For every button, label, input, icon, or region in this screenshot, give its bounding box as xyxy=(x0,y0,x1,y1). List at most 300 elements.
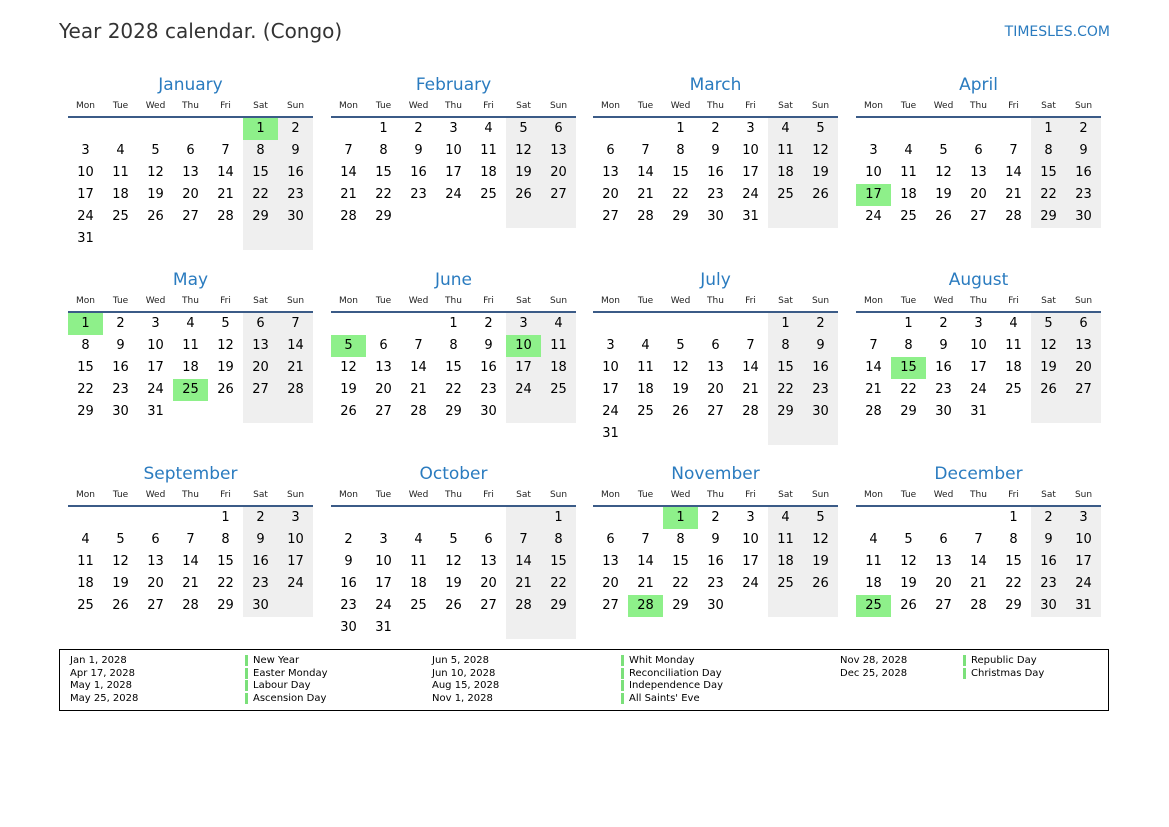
day-cell[interactable]: 12 xyxy=(217,338,234,353)
day-cell[interactable]: 3 xyxy=(746,121,755,136)
day-cell[interactable]: 18 xyxy=(1005,360,1022,375)
day-cell[interactable]: 13 xyxy=(480,554,497,569)
day-cell[interactable]: 7 xyxy=(641,143,650,158)
day-cell[interactable]: 15 xyxy=(1005,554,1022,569)
day-cell[interactable]: 13 xyxy=(602,165,619,180)
day-cell[interactable]: 5 xyxy=(1031,313,1066,335)
day-cell[interactable]: 4 xyxy=(869,532,878,547)
day-cell[interactable]: 29 xyxy=(77,404,94,419)
day-cell[interactable]: 19 xyxy=(445,576,462,591)
day-cell[interactable]: 10 xyxy=(1066,529,1101,551)
day-cell[interactable]: 27 xyxy=(935,598,952,613)
day-cell[interactable]: 14 xyxy=(637,165,654,180)
day-cell[interactable]: 25 xyxy=(173,379,208,401)
day-cell[interactable]: 6 xyxy=(974,143,983,158)
day-cell[interactable]: 7 xyxy=(186,532,195,547)
day-cell[interactable]: 16 xyxy=(340,576,357,591)
day-cell[interactable]: 21 xyxy=(217,187,234,202)
day-cell[interactable]: 1 xyxy=(379,121,388,136)
day-cell[interactable]: 4 xyxy=(904,143,913,158)
day-cell[interactable]: 12 xyxy=(445,554,462,569)
day-cell[interactable]: 15 xyxy=(891,357,926,379)
day-cell[interactable]: 19 xyxy=(112,576,129,591)
day-cell[interactable]: 30 xyxy=(707,209,724,224)
day-cell[interactable]: 25 xyxy=(768,184,803,206)
day-cell[interactable]: 17 xyxy=(602,382,619,397)
day-cell[interactable]: 26 xyxy=(506,184,541,206)
day-cell[interactable]: 21 xyxy=(278,357,313,379)
day-cell[interactable]: 26 xyxy=(803,184,838,206)
day-cell[interactable]: 30 xyxy=(1066,206,1101,228)
day-cell[interactable]: 15 xyxy=(541,551,576,573)
day-cell[interactable]: 25 xyxy=(541,379,576,401)
day-cell[interactable]: 25 xyxy=(1005,382,1022,397)
day-cell[interactable]: 24 xyxy=(506,379,541,401)
day-cell[interactable]: 24 xyxy=(865,209,882,224)
day-cell[interactable]: 3 xyxy=(1066,507,1101,529)
day-cell[interactable]: 5 xyxy=(506,118,541,140)
day-cell[interactable]: 6 xyxy=(243,313,278,335)
site-link[interactable]: TIMESLES.COM xyxy=(1004,24,1110,40)
day-cell[interactable]: 29 xyxy=(217,598,234,613)
day-cell[interactable]: 4 xyxy=(641,338,650,353)
day-cell[interactable]: 27 xyxy=(147,598,164,613)
day-cell[interactable]: 8 xyxy=(676,143,685,158)
day-cell[interactable]: 5 xyxy=(676,338,685,353)
day-cell[interactable]: 9 xyxy=(116,338,125,353)
day-cell[interactable]: 9 xyxy=(711,532,720,547)
day-cell[interactable]: 11 xyxy=(480,143,497,158)
day-cell[interactable]: 12 xyxy=(1031,335,1066,357)
day-cell[interactable]: 23 xyxy=(803,379,838,401)
day-cell[interactable]: 15 xyxy=(375,165,392,180)
day-cell[interactable]: 20 xyxy=(935,576,952,591)
day-cell[interactable]: 21 xyxy=(1005,187,1022,202)
day-cell[interactable]: 16 xyxy=(1066,162,1101,184)
day-cell[interactable]: 2 xyxy=(939,316,948,331)
day-cell[interactable]: 30 xyxy=(480,404,497,419)
day-cell[interactable]: 14 xyxy=(742,360,759,375)
day-cell[interactable]: 13 xyxy=(970,165,987,180)
day-cell[interactable]: 11 xyxy=(768,140,803,162)
day-cell[interactable]: 2 xyxy=(803,313,838,335)
day-cell[interactable]: 8 xyxy=(221,532,230,547)
day-cell[interactable]: 5 xyxy=(803,118,838,140)
day-cell[interactable]: 18 xyxy=(637,382,654,397)
day-cell[interactable]: 22 xyxy=(445,382,462,397)
day-cell[interactable]: 13 xyxy=(1066,335,1101,357)
day-cell[interactable]: 7 xyxy=(869,338,878,353)
day-cell[interactable]: 24 xyxy=(602,404,619,419)
day-cell[interactable]: 1 xyxy=(541,507,576,529)
day-cell[interactable]: 21 xyxy=(637,187,654,202)
day-cell[interactable]: 5 xyxy=(331,335,366,357)
day-cell[interactable]: 14 xyxy=(278,335,313,357)
day-cell[interactable]: 26 xyxy=(340,404,357,419)
day-cell[interactable]: 14 xyxy=(340,165,357,180)
day-cell[interactable]: 15 xyxy=(768,357,803,379)
day-cell[interactable]: 28 xyxy=(217,209,234,224)
day-cell[interactable]: 19 xyxy=(803,551,838,573)
day-cell[interactable]: 5 xyxy=(939,143,948,158)
day-cell[interactable]: 29 xyxy=(445,404,462,419)
day-cell[interactable]: 19 xyxy=(147,187,164,202)
day-cell[interactable]: 13 xyxy=(707,360,724,375)
day-cell[interactable]: 12 xyxy=(112,554,129,569)
day-cell[interactable]: 21 xyxy=(410,382,427,397)
day-cell[interactable]: 29 xyxy=(1031,206,1066,228)
day-cell[interactable]: 11 xyxy=(77,554,94,569)
day-cell[interactable]: 20 xyxy=(480,576,497,591)
day-cell[interactable]: 4 xyxy=(116,143,125,158)
day-cell[interactable]: 30 xyxy=(112,404,129,419)
day-cell[interactable]: 20 xyxy=(970,187,987,202)
day-cell[interactable]: 30 xyxy=(803,401,838,423)
day-cell[interactable]: 31 xyxy=(77,231,94,246)
day-cell[interactable]: 18 xyxy=(182,360,199,375)
day-cell[interactable]: 22 xyxy=(900,382,917,397)
day-cell[interactable]: 17 xyxy=(742,165,759,180)
day-cell[interactable]: 12 xyxy=(672,360,689,375)
day-cell[interactable]: 8 xyxy=(768,335,803,357)
day-cell[interactable]: 30 xyxy=(278,206,313,228)
day-cell[interactable]: 20 xyxy=(243,357,278,379)
day-cell[interactable]: 17 xyxy=(375,576,392,591)
day-cell[interactable]: 11 xyxy=(637,360,654,375)
day-cell[interactable]: 21 xyxy=(865,382,882,397)
day-cell[interactable]: 27 xyxy=(541,184,576,206)
day-cell[interactable]: 20 xyxy=(541,162,576,184)
day-cell[interactable]: 27 xyxy=(602,209,619,224)
day-cell[interactable]: 1 xyxy=(243,118,278,140)
day-cell[interactable]: 18 xyxy=(900,187,917,202)
day-cell[interactable]: 6 xyxy=(484,532,493,547)
day-cell[interactable]: 20 xyxy=(182,187,199,202)
day-cell[interactable]: 5 xyxy=(803,507,838,529)
day-cell[interactable]: 26 xyxy=(112,598,129,613)
day-cell[interactable]: 24 xyxy=(445,187,462,202)
day-cell[interactable]: 11 xyxy=(768,529,803,551)
day-cell[interactable]: 19 xyxy=(340,382,357,397)
day-cell[interactable]: 26 xyxy=(803,573,838,595)
day-cell[interactable]: 5 xyxy=(904,532,913,547)
day-cell[interactable]: 7 xyxy=(746,338,755,353)
day-cell[interactable]: 29 xyxy=(672,598,689,613)
day-cell[interactable]: 10 xyxy=(278,529,313,551)
day-cell[interactable]: 22 xyxy=(768,379,803,401)
day-cell[interactable]: 25 xyxy=(900,209,917,224)
day-cell[interactable]: 19 xyxy=(217,360,234,375)
day-cell[interactable]: 21 xyxy=(340,187,357,202)
day-cell[interactable]: 25 xyxy=(637,404,654,419)
day-cell[interactable]: 8 xyxy=(676,532,685,547)
day-cell[interactable]: 3 xyxy=(449,121,458,136)
day-cell[interactable]: 27 xyxy=(707,404,724,419)
day-cell[interactable]: 1 xyxy=(68,313,103,335)
day-cell[interactable]: 13 xyxy=(182,165,199,180)
day-cell[interactable]: 20 xyxy=(602,576,619,591)
day-cell[interactable]: 26 xyxy=(672,404,689,419)
day-cell[interactable]: 11 xyxy=(112,165,129,180)
day-cell[interactable]: 14 xyxy=(865,360,882,375)
day-cell[interactable]: 12 xyxy=(803,529,838,551)
day-cell[interactable]: 6 xyxy=(379,338,388,353)
day-cell[interactable]: 11 xyxy=(865,554,882,569)
day-cell[interactable]: 4 xyxy=(541,313,576,335)
day-cell[interactable]: 8 xyxy=(1031,140,1066,162)
day-cell[interactable]: 4 xyxy=(768,118,803,140)
day-cell[interactable]: 5 xyxy=(151,143,160,158)
day-cell[interactable]: 21 xyxy=(637,576,654,591)
day-cell[interactable]: 31 xyxy=(1066,595,1101,617)
day-cell[interactable]: 14 xyxy=(506,551,541,573)
day-cell[interactable]: 23 xyxy=(1066,184,1101,206)
day-cell[interactable]: 18 xyxy=(768,551,803,573)
day-cell[interactable]: 21 xyxy=(970,576,987,591)
day-cell[interactable]: 11 xyxy=(182,338,199,353)
day-cell[interactable]: 24 xyxy=(970,382,987,397)
day-cell[interactable]: 2 xyxy=(278,118,313,140)
day-cell[interactable]: 9 xyxy=(243,529,278,551)
day-cell[interactable]: 4 xyxy=(186,316,195,331)
day-cell[interactable]: 9 xyxy=(1031,529,1066,551)
day-cell[interactable]: 28 xyxy=(278,379,313,401)
day-cell[interactable]: 12 xyxy=(147,165,164,180)
day-cell[interactable]: 1 xyxy=(904,316,913,331)
day-cell[interactable]: 24 xyxy=(742,187,759,202)
day-cell[interactable]: 16 xyxy=(243,551,278,573)
day-cell[interactable]: 9 xyxy=(803,335,838,357)
day-cell[interactable]: 3 xyxy=(869,143,878,158)
day-cell[interactable]: 12 xyxy=(340,360,357,375)
day-cell[interactable]: 23 xyxy=(1031,573,1066,595)
day-cell[interactable]: 19 xyxy=(935,187,952,202)
day-cell[interactable]: 30 xyxy=(935,404,952,419)
day-cell[interactable]: 2 xyxy=(711,510,720,525)
day-cell[interactable]: 8 xyxy=(243,140,278,162)
day-cell[interactable]: 13 xyxy=(147,554,164,569)
day-cell[interactable]: 20 xyxy=(707,382,724,397)
day-cell[interactable]: 14 xyxy=(637,554,654,569)
day-cell[interactable]: 9 xyxy=(939,338,948,353)
day-cell[interactable]: 18 xyxy=(480,165,497,180)
day-cell[interactable]: 11 xyxy=(541,335,576,357)
day-cell[interactable]: 15 xyxy=(672,554,689,569)
day-cell[interactable]: 12 xyxy=(935,165,952,180)
day-cell[interactable]: 7 xyxy=(1009,143,1018,158)
day-cell[interactable]: 15 xyxy=(77,360,94,375)
day-cell[interactable]: 1 xyxy=(663,507,698,529)
day-cell[interactable]: 16 xyxy=(1031,551,1066,573)
day-cell[interactable]: 26 xyxy=(1031,379,1066,401)
day-cell[interactable]: 14 xyxy=(217,165,234,180)
day-cell[interactable]: 6 xyxy=(939,532,948,547)
day-cell[interactable]: 30 xyxy=(243,595,278,617)
day-cell[interactable]: 18 xyxy=(865,576,882,591)
day-cell[interactable]: 14 xyxy=(970,554,987,569)
day-cell[interactable]: 6 xyxy=(186,143,195,158)
day-cell[interactable]: 10 xyxy=(445,143,462,158)
day-cell[interactable]: 23 xyxy=(707,187,724,202)
day-cell[interactable]: 30 xyxy=(1031,595,1066,617)
day-cell[interactable]: 16 xyxy=(707,165,724,180)
day-cell[interactable]: 8 xyxy=(1009,532,1018,547)
day-cell[interactable]: 22 xyxy=(77,382,94,397)
day-cell[interactable]: 23 xyxy=(480,382,497,397)
day-cell[interactable]: 29 xyxy=(1005,598,1022,613)
day-cell[interactable]: 10 xyxy=(77,165,94,180)
day-cell[interactable]: 8 xyxy=(81,338,90,353)
day-cell[interactable]: 9 xyxy=(484,338,493,353)
day-cell[interactable]: 23 xyxy=(935,382,952,397)
day-cell[interactable]: 15 xyxy=(672,165,689,180)
day-cell[interactable]: 24 xyxy=(77,209,94,224)
day-cell[interactable]: 29 xyxy=(900,404,917,419)
day-cell[interactable]: 2 xyxy=(414,121,423,136)
day-cell[interactable]: 11 xyxy=(900,165,917,180)
day-cell[interactable]: 10 xyxy=(742,143,759,158)
day-cell[interactable]: 22 xyxy=(672,576,689,591)
day-cell[interactable]: 24 xyxy=(147,382,164,397)
day-cell[interactable]: 31 xyxy=(147,404,164,419)
day-cell[interactable]: 4 xyxy=(484,121,493,136)
day-cell[interactable]: 14 xyxy=(410,360,427,375)
day-cell[interactable]: 25 xyxy=(77,598,94,613)
day-cell[interactable]: 1 xyxy=(676,121,685,136)
day-cell[interactable]: 15 xyxy=(243,162,278,184)
day-cell[interactable]: 23 xyxy=(278,184,313,206)
day-cell[interactable]: 29 xyxy=(672,209,689,224)
day-cell[interactable]: 4 xyxy=(768,507,803,529)
day-cell[interactable]: 27 xyxy=(375,404,392,419)
day-cell[interactable]: 9 xyxy=(278,140,313,162)
day-cell[interactable]: 30 xyxy=(707,598,724,613)
day-cell[interactable]: 27 xyxy=(182,209,199,224)
day-cell[interactable]: 13 xyxy=(243,335,278,357)
day-cell[interactable]: 19 xyxy=(900,576,917,591)
day-cell[interactable]: 20 xyxy=(602,187,619,202)
day-cell[interactable]: 3 xyxy=(746,510,755,525)
day-cell[interactable]: 23 xyxy=(112,382,129,397)
day-cell[interactable]: 13 xyxy=(602,554,619,569)
day-cell[interactable]: 28 xyxy=(628,595,663,617)
day-cell[interactable]: 7 xyxy=(974,532,983,547)
day-cell[interactable]: 12 xyxy=(900,554,917,569)
day-cell[interactable]: 24 xyxy=(375,598,392,613)
day-cell[interactable]: 2 xyxy=(1066,118,1101,140)
day-cell[interactable]: 17 xyxy=(856,184,891,206)
day-cell[interactable]: 4 xyxy=(81,532,90,547)
day-cell[interactable]: 13 xyxy=(541,140,576,162)
day-cell[interactable]: 6 xyxy=(711,338,720,353)
day-cell[interactable]: 21 xyxy=(182,576,199,591)
day-cell[interactable]: 23 xyxy=(340,598,357,613)
day-cell[interactable]: 3 xyxy=(278,507,313,529)
day-cell[interactable]: 2 xyxy=(484,316,493,331)
day-cell[interactable]: 7 xyxy=(414,338,423,353)
day-cell[interactable]: 21 xyxy=(742,382,759,397)
day-cell[interactable]: 31 xyxy=(375,620,392,635)
day-cell[interactable]: 28 xyxy=(865,404,882,419)
day-cell[interactable]: 3 xyxy=(606,338,615,353)
day-cell[interactable]: 17 xyxy=(147,360,164,375)
day-cell[interactable]: 28 xyxy=(742,404,759,419)
day-cell[interactable]: 16 xyxy=(112,360,129,375)
day-cell[interactable]: 16 xyxy=(278,162,313,184)
day-cell[interactable]: 8 xyxy=(541,529,576,551)
day-cell[interactable]: 5 xyxy=(116,532,125,547)
day-cell[interactable]: 15 xyxy=(1031,162,1066,184)
day-cell[interactable]: 10 xyxy=(506,335,541,357)
day-cell[interactable]: 5 xyxy=(449,532,458,547)
day-cell[interactable]: 16 xyxy=(707,554,724,569)
day-cell[interactable]: 16 xyxy=(480,360,497,375)
day-cell[interactable]: 6 xyxy=(606,532,615,547)
day-cell[interactable]: 31 xyxy=(742,209,759,224)
day-cell[interactable]: 3 xyxy=(151,316,160,331)
day-cell[interactable]: 27 xyxy=(480,598,497,613)
day-cell[interactable]: 29 xyxy=(768,401,803,423)
day-cell[interactable]: 12 xyxy=(803,140,838,162)
day-cell[interactable]: 11 xyxy=(1005,338,1022,353)
day-cell[interactable]: 1 xyxy=(1009,510,1018,525)
day-cell[interactable]: 10 xyxy=(375,554,392,569)
day-cell[interactable]: 28 xyxy=(970,598,987,613)
day-cell[interactable]: 3 xyxy=(974,316,983,331)
day-cell[interactable]: 25 xyxy=(768,573,803,595)
day-cell[interactable]: 28 xyxy=(410,404,427,419)
day-cell[interactable]: 8 xyxy=(379,143,388,158)
day-cell[interactable]: 7 xyxy=(344,143,353,158)
day-cell[interactable]: 15 xyxy=(217,554,234,569)
day-cell[interactable]: 25 xyxy=(480,187,497,202)
day-cell[interactable]: 5 xyxy=(221,316,230,331)
day-cell[interactable]: 6 xyxy=(606,143,615,158)
day-cell[interactable]: 2 xyxy=(1031,507,1066,529)
day-cell[interactable]: 1 xyxy=(449,316,458,331)
day-cell[interactable]: 26 xyxy=(147,209,164,224)
day-cell[interactable]: 3 xyxy=(379,532,388,547)
day-cell[interactable]: 6 xyxy=(541,118,576,140)
day-cell[interactable]: 7 xyxy=(506,529,541,551)
day-cell[interactable]: 6 xyxy=(151,532,160,547)
day-cell[interactable]: 9 xyxy=(711,143,720,158)
day-cell[interactable]: 8 xyxy=(904,338,913,353)
day-cell[interactable]: 14 xyxy=(182,554,199,569)
day-cell[interactable]: 24 xyxy=(1066,573,1101,595)
day-cell[interactable]: 17 xyxy=(742,554,759,569)
day-cell[interactable]: 24 xyxy=(278,573,313,595)
day-cell[interactable]: 1 xyxy=(768,313,803,335)
day-cell[interactable]: 21 xyxy=(506,573,541,595)
day-cell[interactable]: 10 xyxy=(147,338,164,353)
day-cell[interactable]: 31 xyxy=(970,404,987,419)
day-cell[interactable]: 26 xyxy=(445,598,462,613)
day-cell[interactable]: 9 xyxy=(1066,140,1101,162)
day-cell[interactable]: 22 xyxy=(1031,184,1066,206)
day-cell[interactable]: 20 xyxy=(375,382,392,397)
day-cell[interactable]: 3 xyxy=(81,143,90,158)
day-cell[interactable]: 1 xyxy=(221,510,230,525)
day-cell[interactable]: 9 xyxy=(344,554,353,569)
day-cell[interactable]: 10 xyxy=(742,532,759,547)
day-cell[interactable]: 18 xyxy=(410,576,427,591)
day-cell[interactable]: 17 xyxy=(1066,551,1101,573)
day-cell[interactable]: 7 xyxy=(278,313,313,335)
day-cell[interactable]: 25 xyxy=(856,595,891,617)
day-cell[interactable]: 22 xyxy=(672,187,689,202)
day-cell[interactable]: 29 xyxy=(375,209,392,224)
